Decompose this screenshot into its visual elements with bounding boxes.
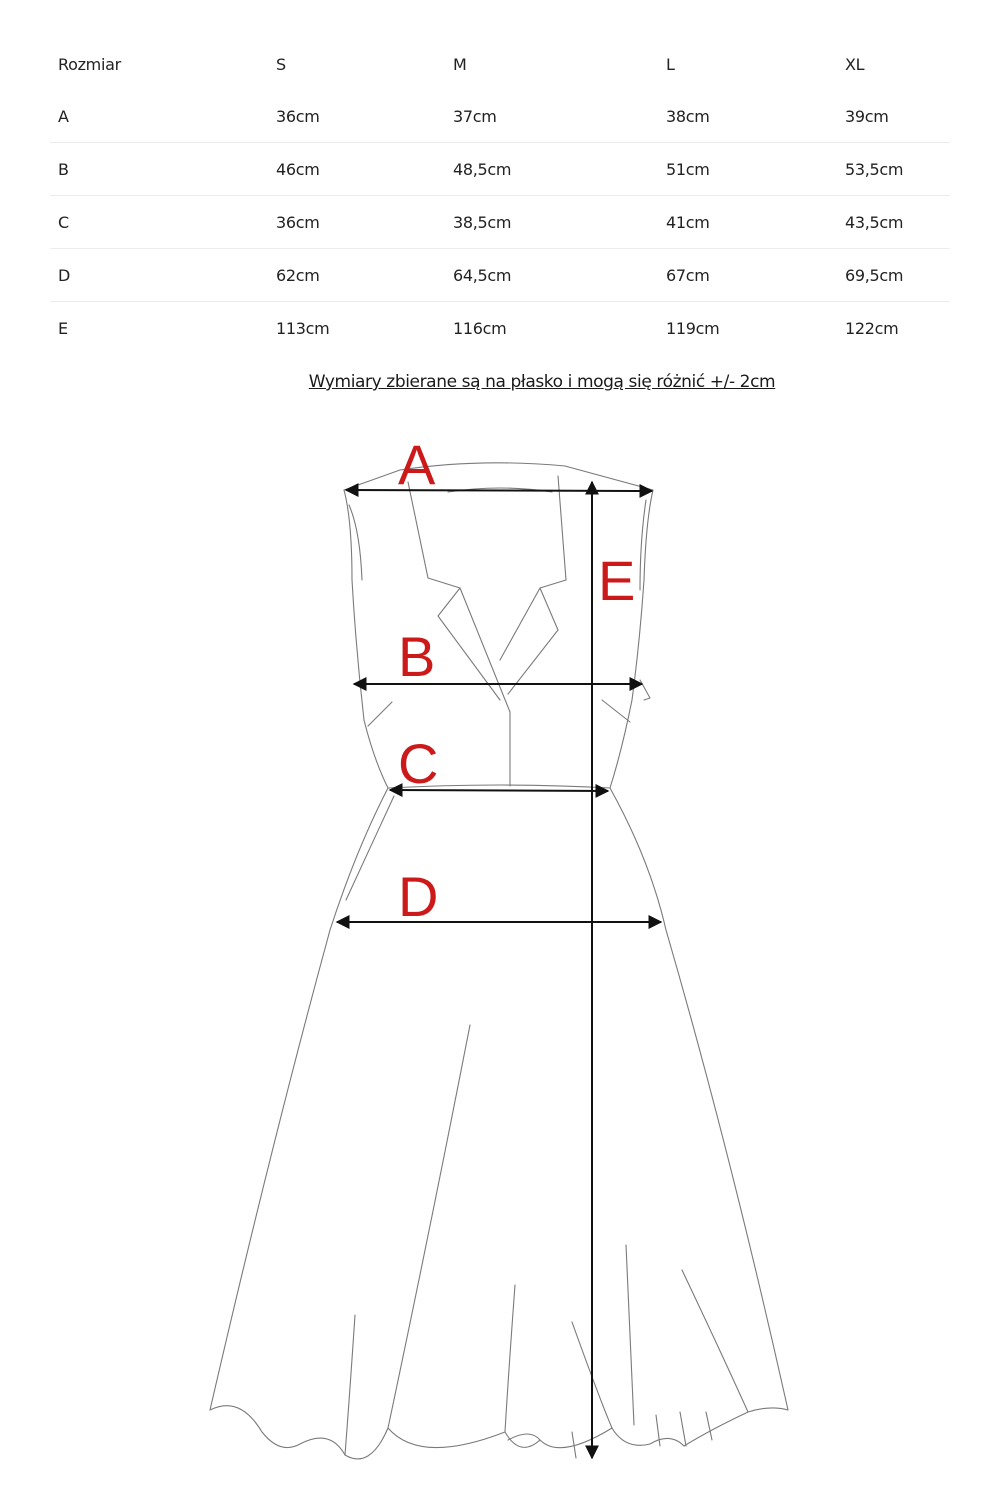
table-row [50,143,950,196]
table-cell: 48,5cm [445,143,658,196]
dress-outline [210,463,788,1459]
measure-c-arrow [390,790,608,791]
label-e: E [598,549,636,612]
header-cell: Rozmiar [58,54,121,74]
table-row [50,196,950,249]
header-cell: XL [845,54,865,74]
table-cell: 36cm [276,106,320,126]
table-cell: 69,5cm [837,249,950,302]
row-label: B [50,143,268,196]
table-cell: 39cm [845,106,889,126]
label-c: C [398,732,439,795]
table-cell: 51cm [658,143,837,196]
table-header-row [50,38,950,90]
table-cell: 38cm [666,106,710,126]
table-cell: 37cm [453,106,497,126]
header-cell: L [666,54,675,74]
table-cell: 53,5cm [837,143,950,196]
row-label: E [50,302,268,355]
table-row [50,302,950,355]
header-cell: S [276,54,286,74]
table-cell: 62cm [268,249,445,302]
measurement-labels [398,433,635,928]
table-cell: 46cm [268,143,445,196]
table-cell: 41cm [658,196,837,249]
table-cell: 116cm [445,302,658,355]
label-a: A [398,433,436,496]
table-row [50,249,950,302]
table-cell: 113cm [268,302,445,355]
table-cell: 67cm [658,249,837,302]
label-b: B [398,625,436,688]
row-label: C [50,196,268,249]
table-cell: 64,5cm [445,249,658,302]
label-d: D [398,865,439,928]
size-table [50,38,950,354]
table-row [50,90,950,143]
table-cell: 122cm [837,302,950,355]
row-label: A [58,106,69,126]
row-label: D [50,249,268,302]
measurement-note: Wymiary zbierane są na płasko i mogą się różnić +/- 2cm [308,372,776,392]
measure-a-arrow [346,490,652,491]
table-cell: 119cm [658,302,837,355]
measurement-arrows [337,482,661,1458]
header-cell: M [453,54,467,74]
table-cell: 43,5cm [837,196,950,249]
table-cell: 36cm [268,196,445,249]
table-cell: 38,5cm [445,196,658,249]
